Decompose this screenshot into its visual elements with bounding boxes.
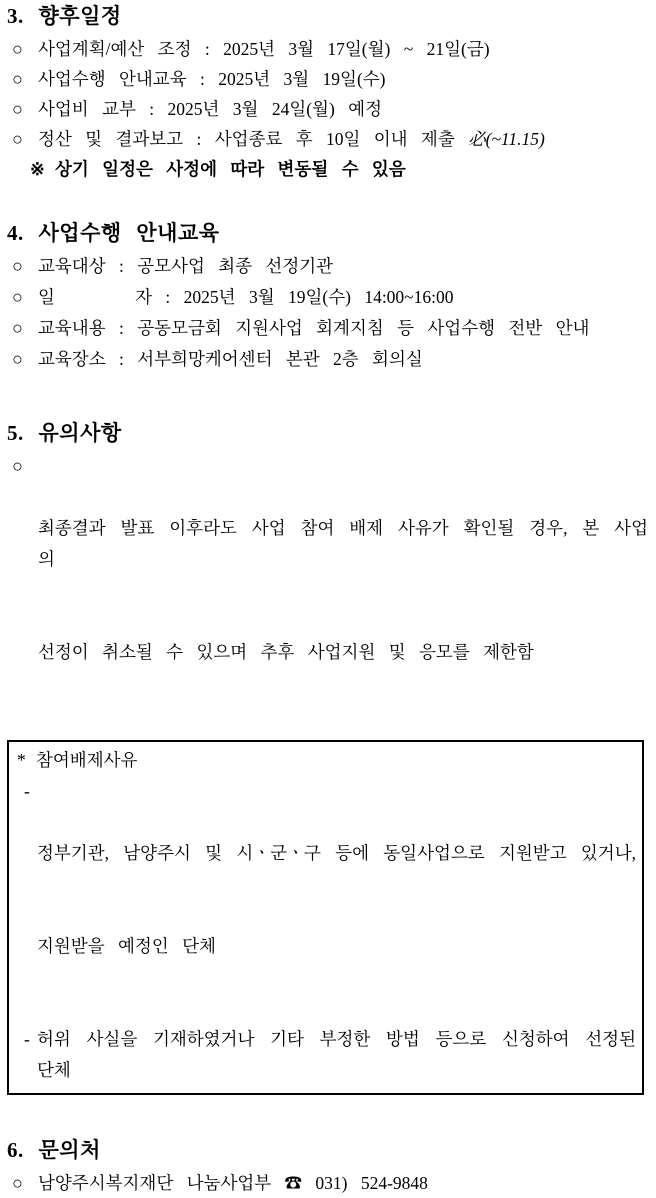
contact-item-text — [38, 1168, 648, 1198]
schedule-list — [7, 34, 648, 184]
asterisk-marker: * — [17, 750, 26, 770]
schedule-item-text: 사업계획/예산 조정 : 2025년 3월 17일(월) ~ 21일(금) — [38, 39, 490, 59]
list-item — [7, 451, 648, 730]
exclusion-item-text — [37, 776, 636, 1024]
circle-bullet-icon: ○ — [12, 349, 23, 369]
circle-bullet-icon: ○ — [12, 287, 23, 307]
section-schedule — [7, 3, 648, 184]
schedule-item4-text: 정산 및 결과보고 : 사업종료 후 10일 이내 제출 — [38, 129, 469, 149]
education-item-text: 일 자 : 2025년 3월 19일(수) 14:00~16:00 — [38, 287, 454, 307]
phone-icon: ☎ — [284, 1173, 303, 1193]
exclusion-item — [24, 1024, 650, 1086]
list-item — [7, 251, 648, 282]
exclusion-reasons-box — [7, 740, 650, 1095]
circle-bullet-icon: ○ — [12, 456, 23, 476]
circle-bullet-icon: ○ — [12, 256, 23, 276]
section-caution — [7, 420, 648, 1095]
exclusion-item1-line1: 정부기관, 남양주시 및 시ㆍ군ㆍ구 등에 동일사업으로 지원받고 있거나, — [37, 843, 636, 863]
exclusion-box-title-row — [17, 745, 636, 776]
section-caution-heading: 5. 유의사항 — [7, 421, 122, 445]
schedule-note — [30, 154, 648, 184]
list-item — [7, 94, 648, 124]
circle-bullet-icon: ○ — [12, 99, 23, 119]
list-item — [7, 313, 648, 344]
contact-phone-number: 031) 524-9848 — [302, 1173, 428, 1193]
schedule-note-text: 상기 일정은 사정에 따라 변동될 수 있음 — [55, 159, 406, 179]
section-contact — [7, 1137, 648, 1198]
education-item-text: 교육장소 : 서부희망케어센터 본관 2층 회의실 — [38, 349, 423, 369]
circle-bullet-icon: ○ — [12, 318, 23, 338]
exclusion-item2-text: 허위 사실을 기재하였거나 기타 부정한 방법 등으로 신청하여 선정된 단체 — [37, 1029, 650, 1080]
section-education-heading: 4. 사업수행 안내교육 — [7, 221, 220, 245]
section-education — [7, 220, 648, 375]
list-item — [7, 1168, 648, 1198]
list-item — [7, 64, 648, 94]
circle-bullet-icon: ○ — [12, 69, 23, 89]
list-item — [7, 34, 648, 64]
circle-bullet-icon: ○ — [12, 1173, 23, 1193]
exclusion-box-title: 참여배제사유 — [36, 750, 138, 770]
caution-line1: 최종결과 발표 이후라도 사업 참여 배제 사유가 확인될 경우, 본 사업의 — [38, 518, 648, 569]
section-contact-heading: 6. 문의처 — [7, 1138, 101, 1162]
dash-marker: - — [24, 1029, 30, 1049]
required-deadline-emphasis: 必(~11.15) — [468, 129, 545, 149]
contact-list — [7, 1168, 648, 1198]
list-item — [7, 282, 648, 313]
list-item — [7, 124, 648, 154]
education-item-text: 교육대상 : 공모사업 최종 선정기관 — [38, 256, 334, 276]
circle-bullet-icon: ○ — [12, 129, 23, 149]
schedule-item-text: 사업수행 안내교육 : 2025년 3월 19일(수) — [38, 69, 386, 89]
exclusion-item1-line2: 지원받을 예정인 단체 — [37, 936, 216, 956]
caution-item-text — [38, 451, 648, 730]
circle-bullet-icon: ○ — [12, 39, 23, 59]
schedule-item-text — [38, 124, 648, 154]
schedule-item-text: 사업비 교부 : 2025년 3월 24일(월) 예정 — [38, 99, 382, 119]
section-schedule-heading: 3. 향후일정 — [7, 4, 122, 28]
caution-line2: 선정이 취소될 수 있으며 추후 사업지원 및 응모를 제한함 — [38, 642, 534, 662]
list-item — [7, 344, 648, 375]
education-item-text: 교육내용 : 공동모금회 지원사업 회계지침 등 사업수행 전반 안내 — [38, 318, 590, 338]
dash-marker: - — [24, 781, 30, 801]
exclusion-item — [24, 776, 636, 1024]
contact-org: 남양주시복지재단 나눔사업부 — [38, 1173, 285, 1193]
education-list — [7, 251, 648, 375]
caution-list — [7, 451, 648, 730]
reference-mark-icon: ※ — [30, 159, 45, 179]
